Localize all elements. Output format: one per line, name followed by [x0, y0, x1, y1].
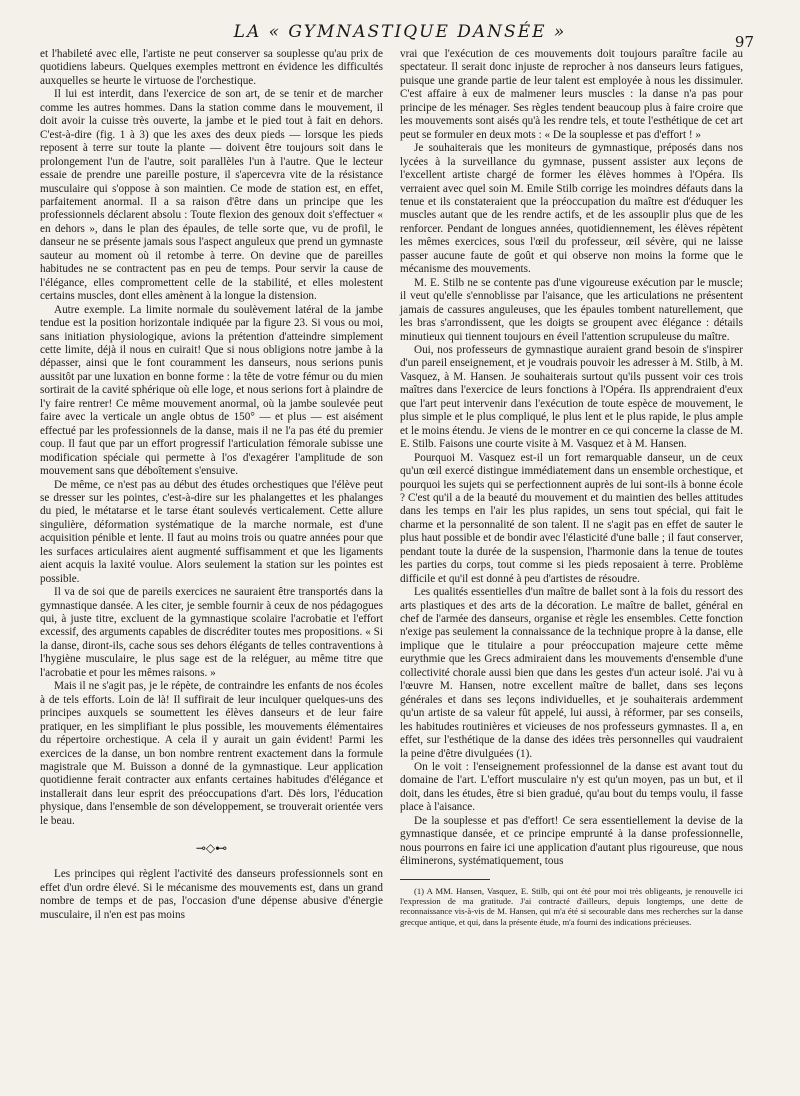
paragraph: Pourquoi M. Vasquez est-il un fort remarquable danseur, un de ceux qu'un œil exercé distingue immédiatement dans un ensemble orchestique, et pourquoi les sujets qui se perfectionnent auprès de lui sont-ils à bonne école ? C'est qu'il a de la beauté du mouvement et du maintien des belles attitudes dans les temps en l'air les plus rapides, un sens tout spécial, qui fait le charme et la personnalité de son talent. Il ne s'agit pas en effet de sauter le plus haut possible et de bondir avec l'élasticité d'une balle ; il faut conserver, pendant toute la durée de la suspension, l'harmonie dans la tenue de toutes les parties du corps, tout comme si les pieds reposaient à terre. Problème difficile et qu'il est donné à peu d'artistes de résoudre. [400, 451, 743, 585]
running-header: LA « GYMNASTIQUE DANSÉE » [233, 22, 567, 42]
left-column [40, 48, 383, 922]
paragraph: De la souplesse et pas d'effort! Ce sera essentiellement la devise de la gymnastique dansée, et ce principe emprunté à la danse professionnelle, nous pourrons en faire ici une application d'autant plus rigoureuse, que nous éliminerons, systématiquement, tous [400, 814, 743, 868]
paragraph: Autre exemple. La limite normale du soulèvement latéral de la jambe tendue est la position horizontale indiquée par la figure 23. Si vous ou moi, sans initiation physiologique, avions la prétention d'atteindre simplement cette limite, déjà il nous en cuirait! Que si nous obligions notre jambe à la dépasser, ainsi que le font couramment les danseurs, nous serions punis aussitôt par une luxation en bonne forme : la tête de votre fémur ou du mien sortirait de la cavité sphérique où elle loge, et nous serions fort à plaindre de l'y faire rentrer! Ce même mouvement anormal, où la jambe soulevée peut faire avec la verticale un angle obtus de 150° — et plus — est aisément effectué par les professionnels de la danse, mais il ne l'a pas été du premier coup. Il faut que par un effort progressif l'articulation fémorale subisse une modification spéciale qui permette à l'os d'exagérer l'amplitude de son mouvement sans que déboîtement s'ensuive. [40, 303, 383, 478]
paragraph: et l'habileté avec elle, l'artiste ne peut conserver sa souplesse qu'au prix de quotidiens labeurs. Quelques exemples mettront en évidence les difficultés auxquelles se heurte le virtuose de l'orchestique. [40, 48, 383, 87]
paragraph: Je souhaiterais que les moniteurs de gymnastique, préposés dans nos lycées à la surveillance du gymnase, pussent assister aux leçons de l'excellent artiste chargé de former les élèves hommes à l'Opéra. Ils verraient avec quel soin M. Emile Stilb corrige les moindres défauts dans la tenue et ils constateraient que la préoccupation du maître est d'éduquer les muscles autant que de les rendre actifs, et de les assouplir plus que de les renforcer. Pendant de longues années, quotidiennement, les élèves répètent les mêmes exercices, sous l'œil du professeur, œil sévère, qui ne laisse passer aucune faute de goût et qui observe non moins la forme que le mécanisme des mouvements. [400, 142, 743, 276]
paragraph: Les principes qui règlent l'activité des danseurs professionnels sont en effet d'un ordre élevé. Si le mécanisme des mouvements est, dans un grand nombre de temps et de pas, l'occasion d'une dépense abusive d'énergie musculaire, il n'en est pas moins [40, 868, 383, 921]
right-column [400, 48, 743, 927]
paragraph: Il va de soi que de pareils exercices ne sauraient être transportés dans la gymnastique dansée. A les citer, je semble fournir à ceux de nos pédagogues qui, à juste titre, excluent de la gymnastique scolaire l'acrobatie et l'effort excessif, des arguments capables de discréditer toutes mes propositions. « Si la danse, diront-ils, cache sous ses dehors élégants de telles contraventions à l'hygiène musculaire, le plus sage est de la reléguer, au même titre que l'acrobatie et pour les mêmes raisons. » [40, 586, 383, 679]
paragraph: On le voit : l'enseignement professionnel de la danse est avant tout du domaine de l'art. L'effort musculaire n'y est qu'un moyen, pas un but, et il doit, dans les études, être si bien gradué, qu'au bout du temps voulu, il fasse place à l'aisance. [400, 761, 743, 814]
footnote-rule [400, 879, 490, 880]
paragraph: De même, ce n'est pas au début des études orchestiques que l'élève peut se dresser sur les pointes, c'est-à-dire sur les phalangettes et les phalanges du pied, le métatarse et le tarse étant soulevés verticalement. Cette allure singulière, déformation systématique de la marche normale, est d'une acquisition pénible et lente. Il faut au moins trois ou quatre années pour que les surfaces articulaires aient augmenté suffisamment et que les ligaments aient acquis la laxité voulue. Alors seulement la station sur les pointes est possible. [40, 478, 383, 585]
page-number: 97 [734, 33, 754, 51]
footnote: (1) A MM. Hansen, Vasquez, E. Stilb, qui ont été pour moi très obligeants, je renouvelle ici l'expression de ma gratitude. J'ai contracté d'ailleurs, depuis longtemps, une dette de reconnaissance vis-à-vis de M. Hansen, qui m'a été si secourable dans mes recherches sur la danse grecque antique, et qui, dans la présente étude, m'a fourni des indications précieuses. [400, 885, 743, 927]
paragraph: Les qualités essentielles d'un maître de ballet sont à la fois du ressort des arts plastiques et des arts de la décoration. Le maître de ballet, général en chef de l'armée des danseurs, organise et règle les ensembles. Cette fonction n'exige pas seulement la connaissance de la technique propre à la danse, elle implique que le titulaire a pour préoccupation majeure cette même eurythmie que les Grecs admiraient dans les mouvements d'ensemble d'une collectivité chorale aussi bien que dans les gestes d'un acteur isolé. J'ai vu à l'œuvre M. Hansen, notre excellent maître de ballet, dans ses leçons générales et dans ses leçons individuelles, et je souhaiterais ardemment qu'un artiste de sa valeur fût appelé, lui aussi, à réformer, par ses conseils, les habitudes routinières et vicieuses de nos professeurs gymnastes. Il a, en effet, sur l'esthétique de la danse des idées très personnelles qui vaudraient la peine d'être divulguées (1). [400, 586, 743, 760]
paragraph: Oui, nos professeurs de gymnastique auraient grand besoin de s'inspirer d'un pareil enseignement, et je voudrais pouvoir les adresser à M. Stilb, à M. Vasquez, à M. Hansen. Je souhaiterais surtout qu'ils pussent voir ces trois maîtres dans l'exercice de leurs fonctions à l'Opéra. Ils apprendraient d'eux que l'art peut intervenir dans l'exécution de toute espèce de mouvement, le plus simple et le plus compliqué, le plus lent et le plus rapide, le plus ample et le moins étendu. Je viens de le montrer en ce qui concerne la classe de M. E. Stilb. Faisons une courte visite à M. Vasquez et à M. Hansen. [400, 343, 743, 451]
section-separator-ornament: ⊸◇⊷ [195, 841, 228, 856]
paragraph: Il lui est interdit, dans l'exercice de son art, de se tenir et de marcher comme les autres hommes. Dans la station comme dans le mouvement, il doit avoir la cuisse très ouverte, la jambe et le pied tout à fait en dehors. C'est-à-dire (fig. 1 à 3) que les axes des deux pieds — lorsque les pieds reposent à terre sur toute la plante — doivent être toujours soit dans le prolongement l'un de l'autre, soit parallèles l'un à l'autre. Que le lecteur essaie de prendre une pareille posture, il s'apercevra vite de la résistance musculaire qui s'oppose à son maintien. Ce mode de station est, en effet, parfaitement anormal. Il a sa raison d'être dans un principe que les professionnels déclarent absolu : Toute flexion des genoux doit s'effectuer « en dehors », dans le plan des épaules, de telle sorte que, vu de profil, le danseur ne se présente jamais sous l'aspect anguleux que prend un gymnaste sauteur au moment où il retombe à terre. On devine que de pareilles habitudes ne se contractent pas en peu de temps. Pour servir la cause de l'élégance, elles compromettent celle de la stabilité, et elles molestent certains muscles, dont elles amènent à la longue la distension. [40, 88, 383, 303]
paragraph: M. E. Stilb ne se contente pas d'une vigoureuse exécution par le muscle; il veut qu'elle s'ennoblisse par l'aisance, que les articulations ne présentent jamais de cassures anguleuses, que les épaules tombent naturellement, que les bras s'arrondissent, que les doigts se groupent avec élégance : détails minutieux qui tiennent toujours en éveil l'attention scrupuleuse du maître. [400, 276, 743, 343]
paragraph: Mais il ne s'agit pas, je le répète, de contraindre les enfants de nos écoles à de tels efforts. Loin de là! Il suffirait de leur inculquer quelques-uns des principes auxquels se soumettent les élèves danseurs et de leur faire pratiquer, en les simplifiant le plus possible, les mouvements élémentaires du répertoire orchestique. A cela il y aurait un gain évident! Parmi les exercices de la danse, un bon nombre rentrent exactement dans la formule magistrale que M. Buisson a donné de la gymnastique. Leur application quotidienne ferait contracter aux enfants certaines habitudes d'élégance et installerait dans leur esprit des préoccupations d'art. Dès lors, l'éducation physique, dans l'ensemble de son développement, se trouverait orientée vers le beau. [40, 680, 383, 827]
paragraph: vrai que l'exécution de ces mouvements doit toujours paraître facile au spectateur. Il serait donc injuste de reprocher à nos danseurs leurs fatigues, puisque une grande partie de leur talent est employée à nous les dissimuler. C'est affaire à eux de malmener leurs muscles : la danse n'a pas pour principe de les ménager. Ses règles tendent beaucoup plus à faire croire que les mouvements sont aisés qu'à les rendre tels, et toute l'esthétique de cet art peut se formuler en deux mots : « De la souplesse et pas d'effort ! » [400, 48, 743, 141]
